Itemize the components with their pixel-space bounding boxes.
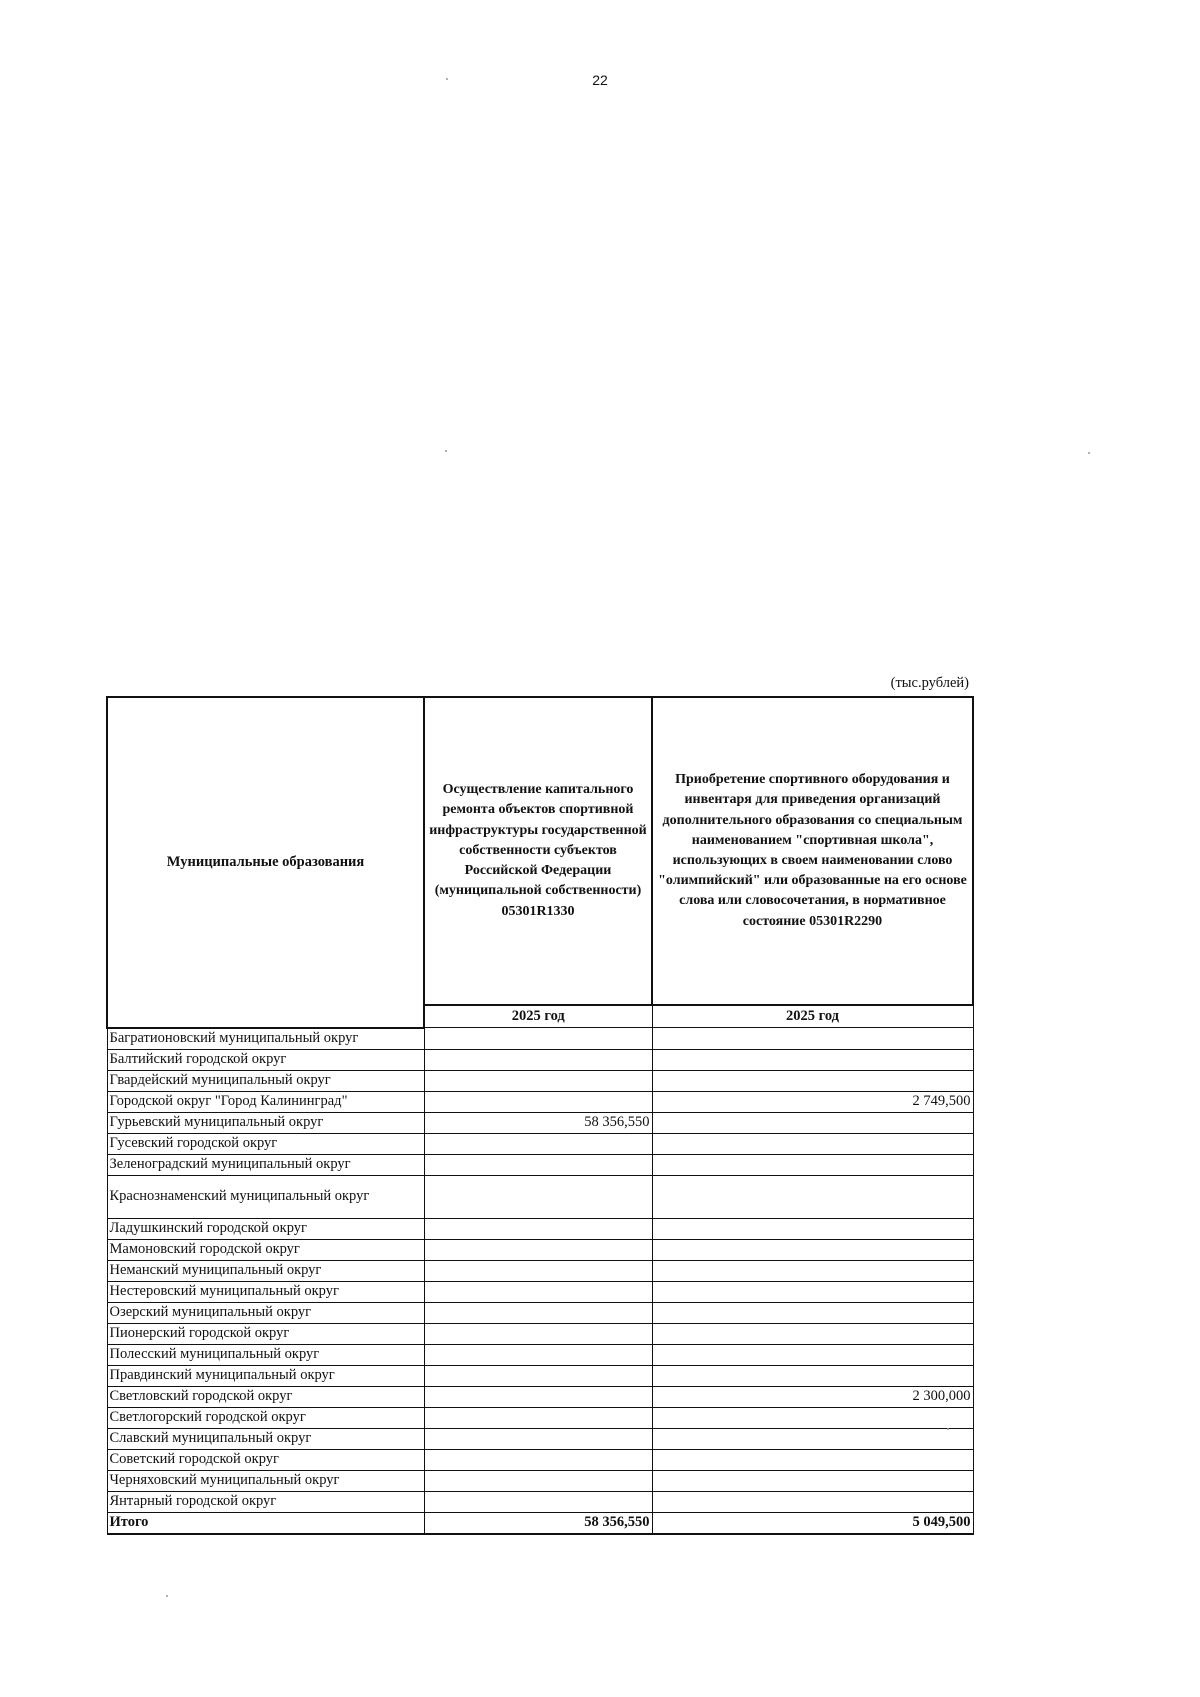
row-name: Гурьевский муниципальный округ	[107, 1112, 424, 1133]
table-row	[107, 1428, 973, 1449]
row-name: Советский городской округ	[107, 1449, 424, 1470]
table-row	[107, 1154, 973, 1175]
table-row	[107, 1302, 973, 1323]
table-row	[107, 1491, 973, 1512]
row-value-capital-repair	[424, 1133, 652, 1154]
table-row	[107, 1470, 973, 1491]
scan-speck	[947, 1428, 949, 1430]
row-value-sports-equipment: 2 300,000	[652, 1386, 973, 1407]
row-value-capital-repair	[424, 1428, 652, 1449]
row-name: Светловский городской округ	[107, 1386, 424, 1407]
table-row	[107, 1407, 973, 1428]
table-row	[107, 1365, 973, 1386]
row-value-capital-repair	[424, 1218, 652, 1239]
table-row	[107, 1133, 973, 1154]
row-value-sports-equipment	[652, 1323, 973, 1344]
row-value-capital-repair	[424, 1365, 652, 1386]
row-name: Зеленоградский муниципальный округ	[107, 1154, 424, 1175]
table-row	[107, 1091, 973, 1112]
table-row	[107, 1049, 973, 1070]
table-row	[107, 1449, 973, 1470]
total-label: Итого	[107, 1512, 424, 1534]
row-name: Балтийский городской округ	[107, 1049, 424, 1070]
scan-speck	[446, 78, 448, 80]
row-value-capital-repair	[424, 1239, 652, 1260]
table-row	[107, 1281, 973, 1302]
row-value-capital-repair	[424, 1091, 652, 1112]
row-value-sports-equipment: 2 749,500	[652, 1091, 973, 1112]
year-col-capital-repair: 2025 год	[424, 1005, 652, 1028]
row-value-sports-equipment	[652, 1449, 973, 1470]
row-name: Нестеровский муниципальный округ	[107, 1281, 424, 1302]
row-value-capital-repair	[424, 1049, 652, 1070]
row-value-sports-equipment	[652, 1302, 973, 1323]
row-value-sports-equipment	[652, 1260, 973, 1281]
row-value-sports-equipment	[652, 1218, 973, 1239]
row-value-sports-equipment	[652, 1133, 973, 1154]
row-value-capital-repair	[424, 1281, 652, 1302]
row-value-capital-repair	[424, 1470, 652, 1491]
row-value-sports-equipment	[652, 1112, 973, 1133]
table-row	[107, 1386, 973, 1407]
budget-table	[106, 696, 974, 1535]
row-value-capital-repair	[424, 1344, 652, 1365]
table-row	[107, 1260, 973, 1281]
row-value-sports-equipment	[652, 1365, 973, 1386]
row-value-capital-repair	[424, 1386, 652, 1407]
row-value-sports-equipment	[652, 1175, 973, 1218]
header-sports-equipment: Приобретение спортивного оборудования и инвентаря для приведения организаций дополнительного образования со специальным наименованием "спортивная школа", использующих в своем наименовании слово "олимпийский" или образованные на его основе слова или словосочетания, в нормативное состояние 05301R2290	[652, 697, 973, 1005]
row-value-capital-repair	[424, 1260, 652, 1281]
scan-speck	[166, 1595, 168, 1597]
row-value-capital-repair: 58 356,550	[424, 1112, 652, 1133]
row-name: Янтарный городской округ	[107, 1491, 424, 1512]
row-value-sports-equipment	[652, 1049, 973, 1070]
table-total-row	[107, 1512, 973, 1534]
row-name: Озерский муниципальный округ	[107, 1302, 424, 1323]
table-row	[107, 1112, 973, 1133]
row-name: Правдинский муниципальный округ	[107, 1365, 424, 1386]
table-row	[107, 1175, 973, 1218]
row-name: Ладушкинский городской округ	[107, 1218, 424, 1239]
row-value-sports-equipment	[652, 1239, 973, 1260]
row-name: Багратионовский муниципальный округ	[107, 1028, 424, 1050]
row-name: Гвардейский муниципальный округ	[107, 1070, 424, 1091]
total-value-capital-repair: 58 356,550	[424, 1512, 652, 1534]
row-name: Полесский муниципальный округ	[107, 1344, 424, 1365]
row-name: Славский муниципальный округ	[107, 1428, 424, 1449]
table-row	[107, 1344, 973, 1365]
row-value-capital-repair	[424, 1070, 652, 1091]
row-name: Гусевский городской округ	[107, 1133, 424, 1154]
scan-speck	[445, 450, 447, 452]
table-row	[107, 1070, 973, 1091]
row-value-capital-repair	[424, 1491, 652, 1512]
row-value-sports-equipment	[652, 1154, 973, 1175]
page-number: 22	[592, 72, 608, 88]
row-value-sports-equipment	[652, 1407, 973, 1428]
total-value-sports-equipment: 5 049,500	[652, 1512, 973, 1534]
row-value-capital-repair	[424, 1302, 652, 1323]
row-name: Мамоновский городской округ	[107, 1239, 424, 1260]
table-row	[107, 1028, 973, 1050]
row-value-sports-equipment	[652, 1491, 973, 1512]
row-value-sports-equipment	[652, 1428, 973, 1449]
year-col-sports-equipment: 2025 год	[652, 1005, 973, 1028]
row-value-sports-equipment	[652, 1344, 973, 1365]
row-value-capital-repair	[424, 1154, 652, 1175]
row-name: Черняховский муниципальный округ	[107, 1470, 424, 1491]
row-value-sports-equipment	[652, 1028, 973, 1050]
row-value-sports-equipment	[652, 1470, 973, 1491]
row-value-capital-repair	[424, 1323, 652, 1344]
row-value-capital-repair	[424, 1175, 652, 1218]
header-municipality: Муниципальные образования	[107, 697, 424, 1028]
row-name: Неманский муниципальный округ	[107, 1260, 424, 1281]
row-value-capital-repair	[424, 1407, 652, 1428]
row-name: Пионерский городской округ	[107, 1323, 424, 1344]
table-row	[107, 1239, 973, 1260]
units-note: (тыс.рублей)	[890, 675, 969, 691]
table-header-row	[107, 697, 973, 1005]
row-name: Городской округ "Город Калининград"	[107, 1091, 424, 1112]
table-row	[107, 1218, 973, 1239]
row-name: Краснознаменский муниципальный округ	[107, 1175, 424, 1218]
row-value-capital-repair	[424, 1449, 652, 1470]
scan-speck	[1088, 452, 1090, 454]
row-name: Светлогорский городской округ	[107, 1407, 424, 1428]
row-value-sports-equipment	[652, 1281, 973, 1302]
table-row	[107, 1323, 973, 1344]
header-capital-repair: Осуществление капитального ремонта объектов спортивной инфраструктуры государственной собственности субъектов Российской Федерации (муниципальной собственности) 05301R1330	[424, 697, 652, 1005]
row-value-sports-equipment	[652, 1070, 973, 1091]
row-value-capital-repair	[424, 1028, 652, 1050]
